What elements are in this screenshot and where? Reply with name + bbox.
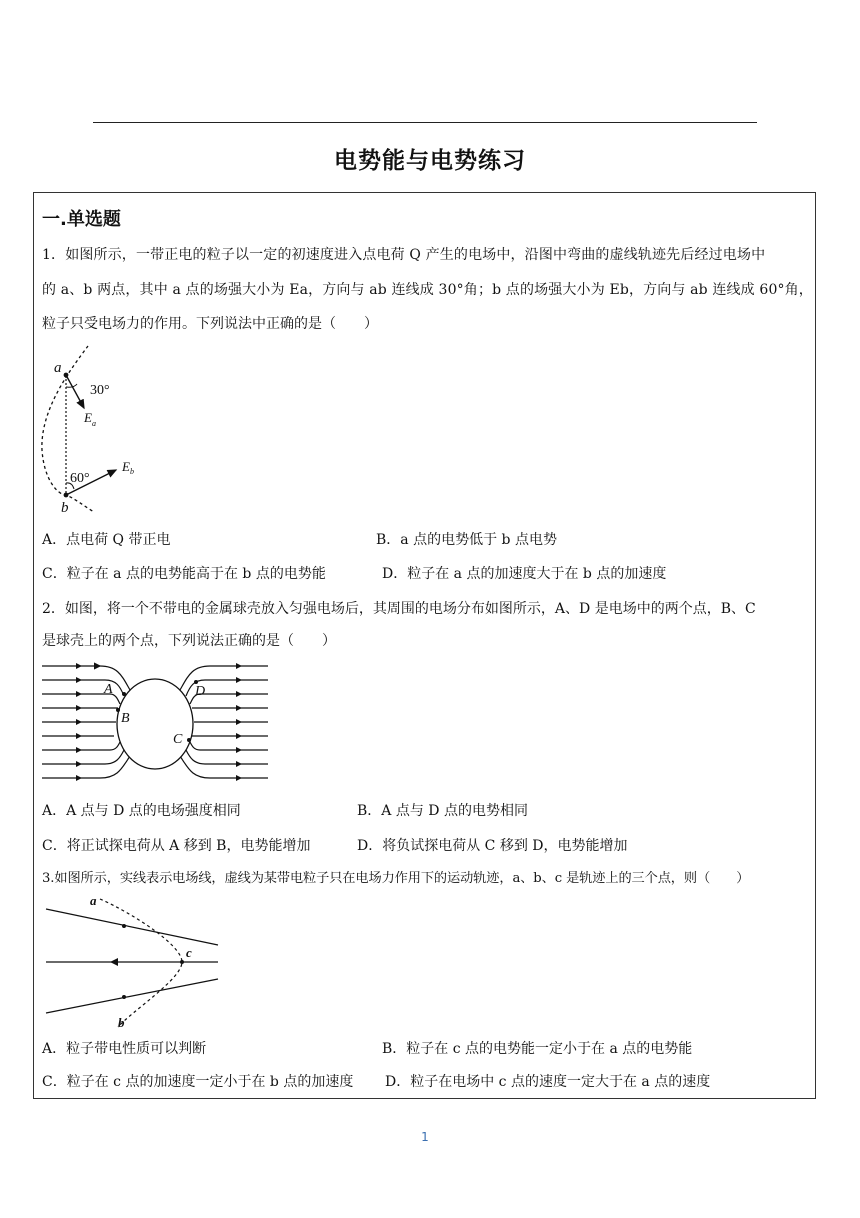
q3-point-top <box>122 924 126 928</box>
q1-label-b: b <box>61 500 69 516</box>
q3-point-bottom <box>122 995 126 999</box>
q1-option-b[interactable]: B．a 点的电势低于 b 点电势 <box>376 532 557 548</box>
q2-option-d[interactable]: D．将负试探电荷从 C 移到 D，电势能增加 <box>357 838 628 854</box>
q3-text-line-1: 3.如图所示，实线表示电场线，虚线为某带电粒子只在电场力作用下的运动轨迹，a、b、c 是轨迹上的三个点，则（ ） <box>42 871 750 886</box>
q2-point-a <box>122 692 126 696</box>
q1-text-line-3: 粒子只受电场力的作用。下列说法中正确的是（ ） <box>42 316 378 332</box>
q2-point-b <box>116 708 120 712</box>
q1-text-line-1: 1．如图所示，一带正电的粒子以一定的初速度进入点电荷 Q 产生的电场中，沿图中弯曲的虚线轨迹先后经过电场中 <box>42 247 766 263</box>
q2-option-b[interactable]: B．A 点与 D 点的电势相同 <box>357 803 528 819</box>
q2-text-line-1: 2．如图，将一个不带电的金属球壳放入匀强电场后，其周围的电场分布如图所示，A、D 是电场中的两个点，B、C <box>42 601 756 617</box>
section-title: 一.单选题 <box>42 209 121 230</box>
q3-label-a: a <box>90 893 97 908</box>
q3-option-a[interactable]: A．粒子带电性质可以判断 <box>42 1041 207 1057</box>
q2-label-b: B <box>121 711 130 726</box>
q1-option-c[interactable]: C．粒子在 a 点的电势能高于在 b 点的电势能 <box>42 566 326 582</box>
q1-trajectory <box>42 346 94 512</box>
q3-option-b[interactable]: B．粒子在 c 点的电势能一定小于在 a 点的电势能 <box>382 1041 693 1057</box>
q1-text-line-2: 的 a、b 两点，其中 a 点的场强大小为 Ea，方向与 ab 连线成 30°角；b 点的场强大小为 Eb，方向与 ab 连线成 60°角， <box>42 282 813 298</box>
q2-label-d: D <box>195 684 206 699</box>
q2-option-a[interactable]: A．A 点与 D 点的电场强度相同 <box>42 803 241 819</box>
q1-label-ea: E <box>84 410 92 425</box>
q3-option-c[interactable]: C．粒子在 c 点的加速度一定小于在 b 点的加速度 <box>42 1074 354 1090</box>
q1-figure <box>30 340 160 520</box>
q1-ea-arrow <box>66 375 84 408</box>
q2-point-c <box>187 738 191 742</box>
q1-label-a: a <box>54 360 62 376</box>
q3-option-d[interactable]: D．粒子在电场中 c 点的速度一定大于在 a 点的速度 <box>385 1074 711 1090</box>
q1-option-a[interactable]: A．点电荷 Q 带正电 <box>42 532 171 548</box>
q1-label-60: 60° <box>70 471 90 486</box>
q3-point-c <box>180 960 184 964</box>
q2-option-c[interactable]: C．将正试探电荷从 A 移到 B，电势能增加 <box>42 838 311 854</box>
q1-label-eb: E <box>122 459 130 474</box>
q3-field-line-top <box>46 909 218 945</box>
q3-label-c: c <box>186 945 192 960</box>
header-rule <box>93 122 757 123</box>
q1-label-30: 30° <box>90 383 110 398</box>
q3-field-line-bottom <box>46 979 218 1013</box>
page-title: 电势能与电势练习 <box>334 148 526 174</box>
q1-option-d[interactable]: D．粒子在 a 点的加速度大于在 b 点的加速度 <box>382 566 667 582</box>
q1-label-eb-sub: b <box>130 467 134 476</box>
q2-text-line-2: 是球壳上的两个点，下列说法正确的是（ ） <box>42 633 336 649</box>
q3-figure <box>42 893 222 1031</box>
page-number: 1 <box>421 1130 429 1144</box>
q2-figure <box>40 660 272 790</box>
q2-label-c: C <box>173 732 183 747</box>
q1-label-ea-sub: a <box>92 419 96 428</box>
q3-label-b: b <box>118 1015 125 1030</box>
q2-label-a: A <box>104 682 113 697</box>
